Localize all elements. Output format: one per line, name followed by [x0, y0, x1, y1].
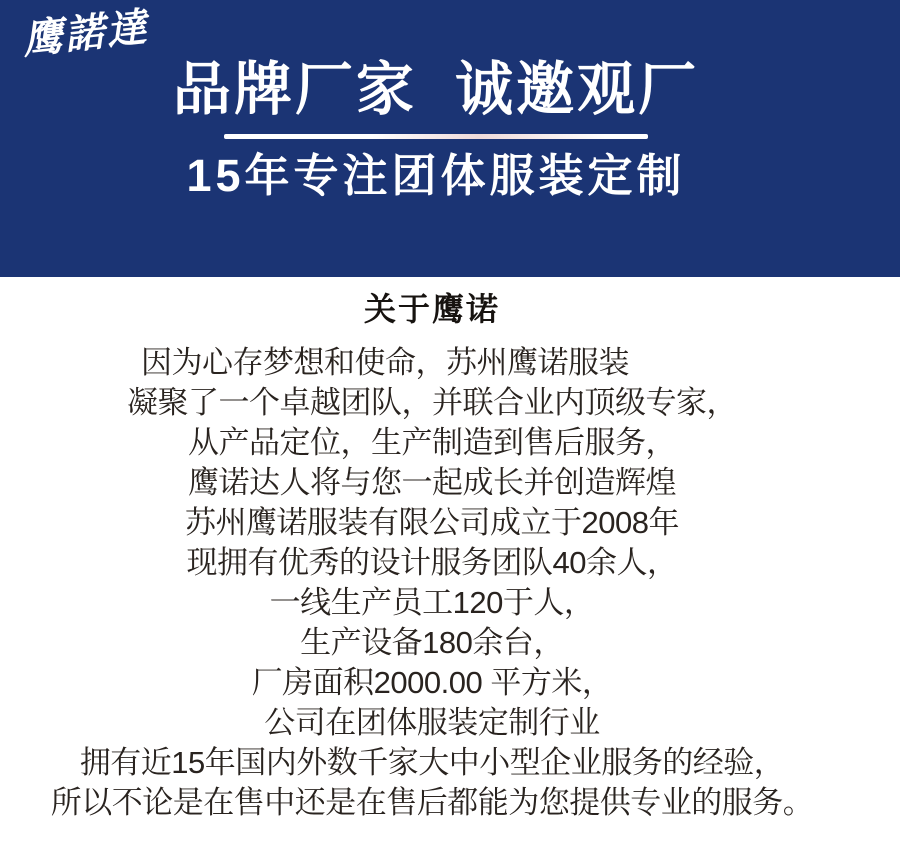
- about-paragraph: [0, 343, 882, 823]
- about-line: 鹰诺达人将与您一起成长并创造辉煌: [188, 465, 676, 501]
- about-line: 凝聚了一个卓越团队，并联合业内顶级专家，: [127, 385, 737, 421]
- brand-logo: 鹰諾達: [20, 5, 151, 63]
- about-line: 拥有近15年国内外数千家大中小型企业服务的经验，: [79, 745, 785, 781]
- about-line: 生产设备180余台，: [300, 625, 564, 661]
- about-line: 厂房面积2000.00 平方米，: [251, 665, 613, 701]
- about-line: 从产品定位，生产制造到售后服务，: [188, 425, 676, 461]
- about-line: 所以不论是在售中还是在售后都能为您提供专业的服务。: [50, 785, 814, 821]
- about-line: 公司在团体服装定制行业: [264, 705, 600, 741]
- about-section: [0, 277, 900, 823]
- about-heading: 关于鹰诺: [363, 291, 500, 327]
- about-line: 现拥有优秀的设计服务团队40余人，: [186, 545, 678, 581]
- banner-subtitle: 15年专注团体服装定制: [186, 149, 686, 201]
- about-line: 一线生产员工120于人，: [269, 585, 595, 621]
- banner-title: 品牌厂家 诚邀观厂: [172, 57, 700, 122]
- about-line: 苏州鹰诺服装有限公司成立于2008年: [185, 505, 679, 541]
- about-line: 因为心存梦想和使命，苏州鹰诺服装: [141, 345, 629, 381]
- header-banner: [0, 0, 900, 277]
- about-content: [0, 277, 882, 823]
